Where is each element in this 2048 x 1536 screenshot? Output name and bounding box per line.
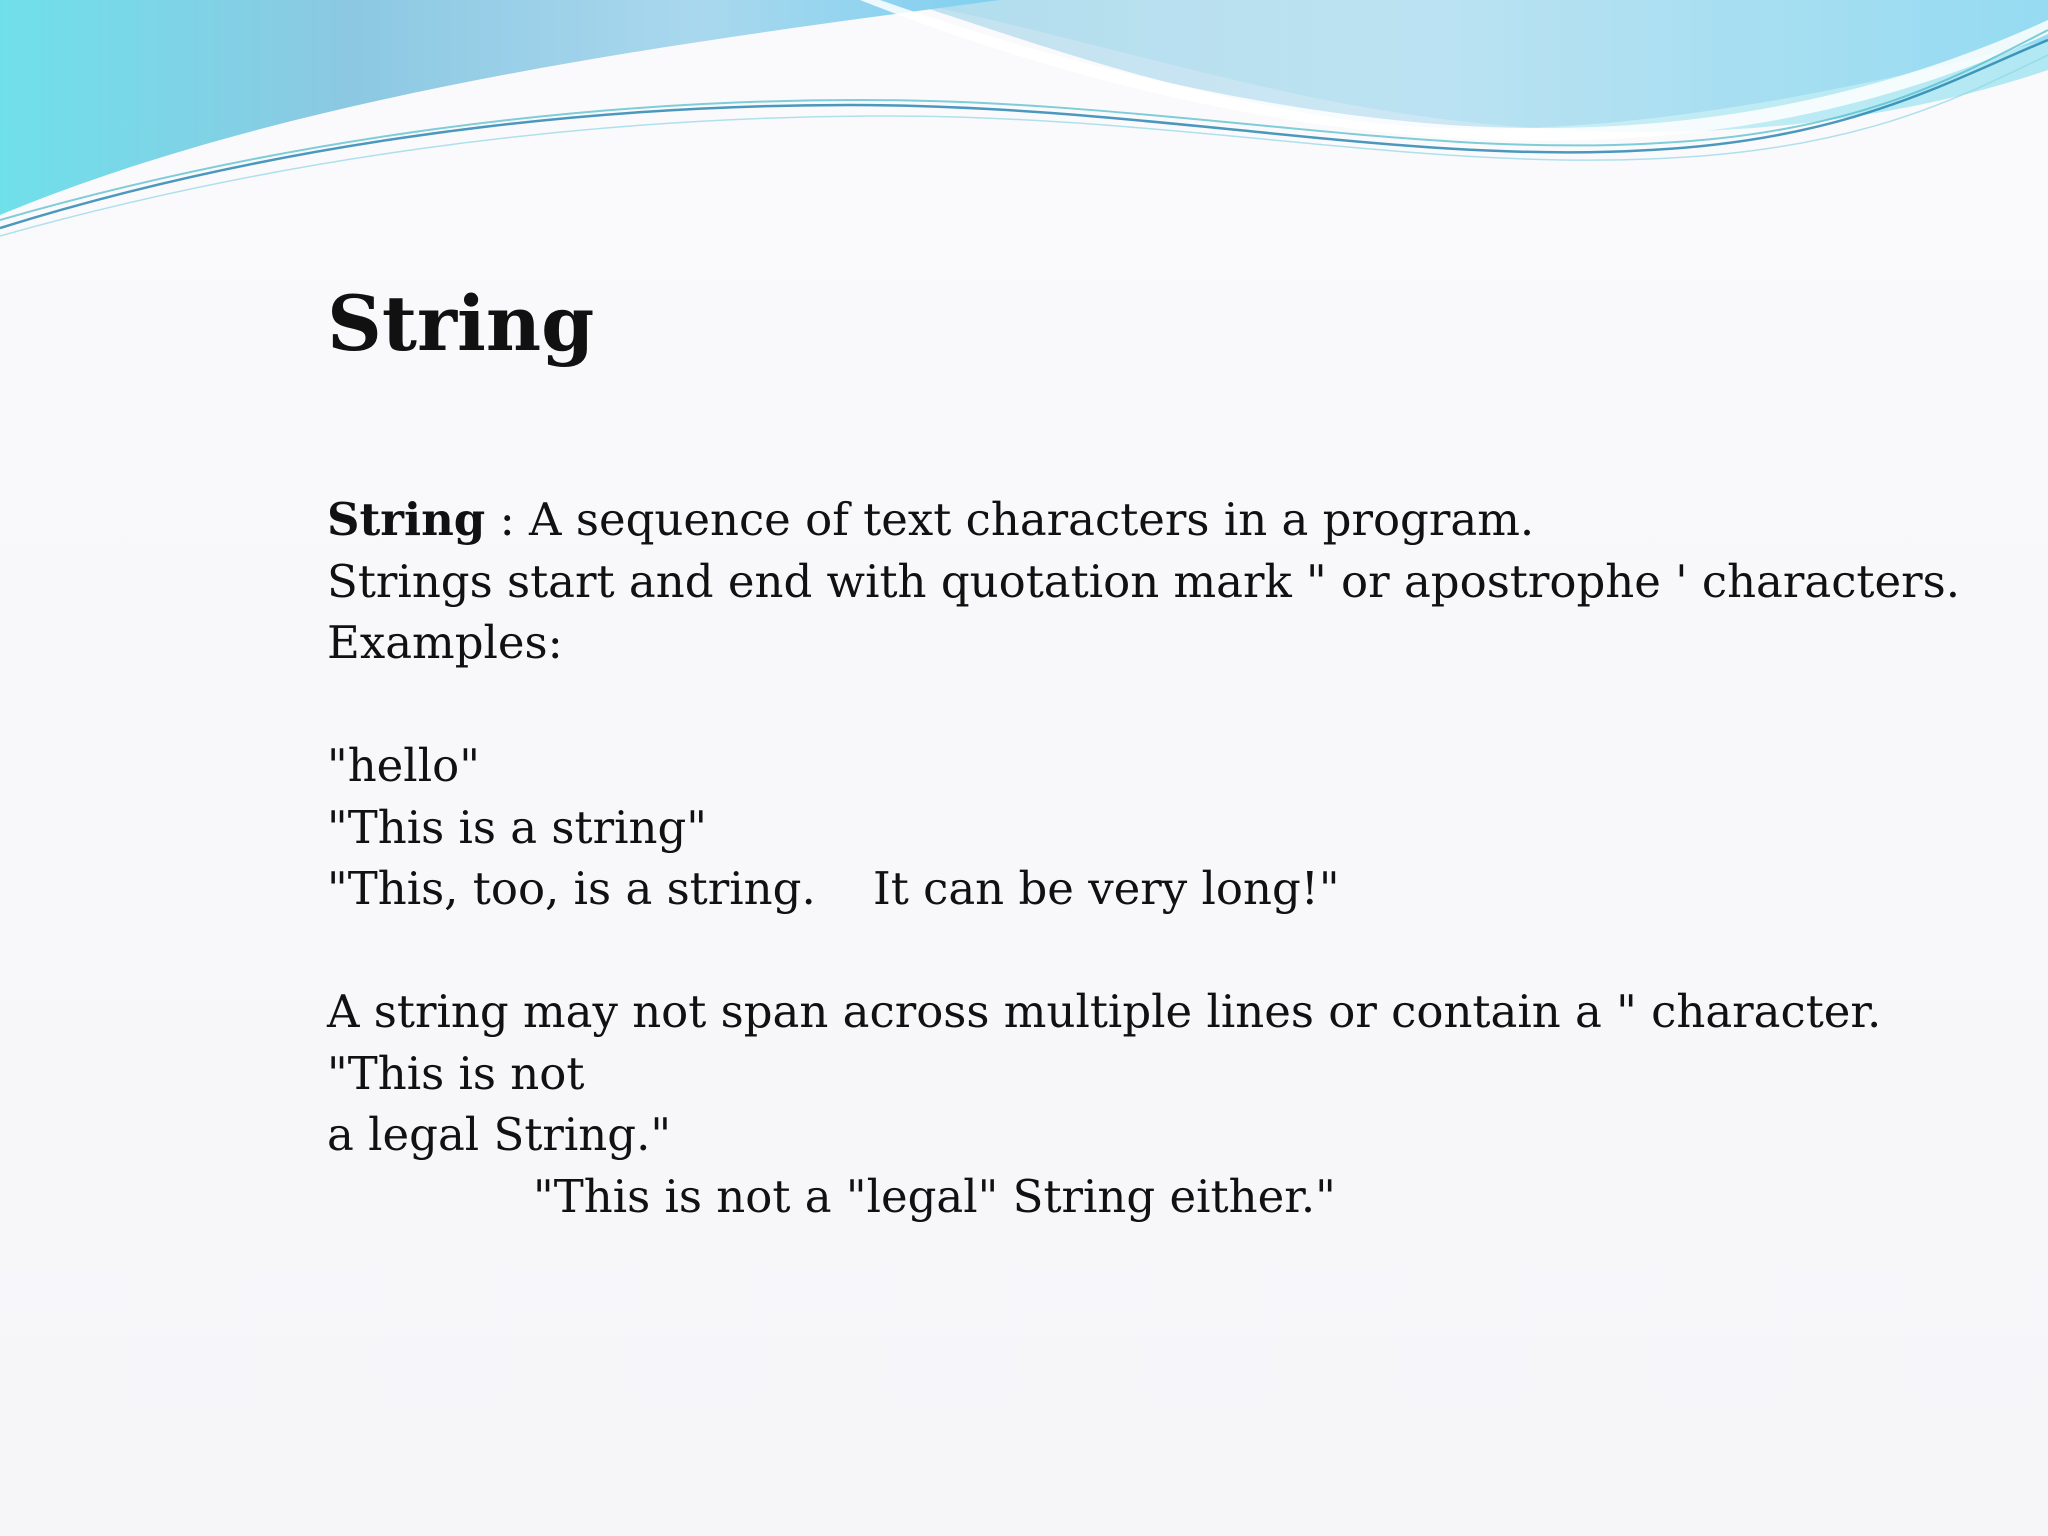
example-line: "This, too, is a string. It can be very long!" <box>327 862 1340 915</box>
body-line: A string may not span across multiple lines or contain a " character. <box>327 985 1882 1038</box>
counterexample-line: "This is not <box>327 1046 585 1100</box>
slide-body <box>327 489 2007 1227</box>
blank-line <box>327 674 2007 736</box>
example-line: "hello" <box>327 739 480 792</box>
body-line: Strings start and end with quotation mark " or apostrophe ' characters. <box>327 554 1961 608</box>
definition-line <box>327 489 2007 551</box>
definition-term: String <box>327 493 486 546</box>
header-wave-decoration <box>0 0 2048 240</box>
example-line: "This is a string" <box>327 800 707 854</box>
definition-text: : A sequence of text characters in a program. <box>485 493 1535 546</box>
slide-title: String <box>327 279 595 368</box>
counterexample-line: a legal String." <box>327 1108 672 1161</box>
blank-line <box>327 920 2007 982</box>
body-line: Examples: <box>327 616 563 669</box>
counterexample-line: "This is not a "legal" String either." <box>533 1169 1336 1223</box>
